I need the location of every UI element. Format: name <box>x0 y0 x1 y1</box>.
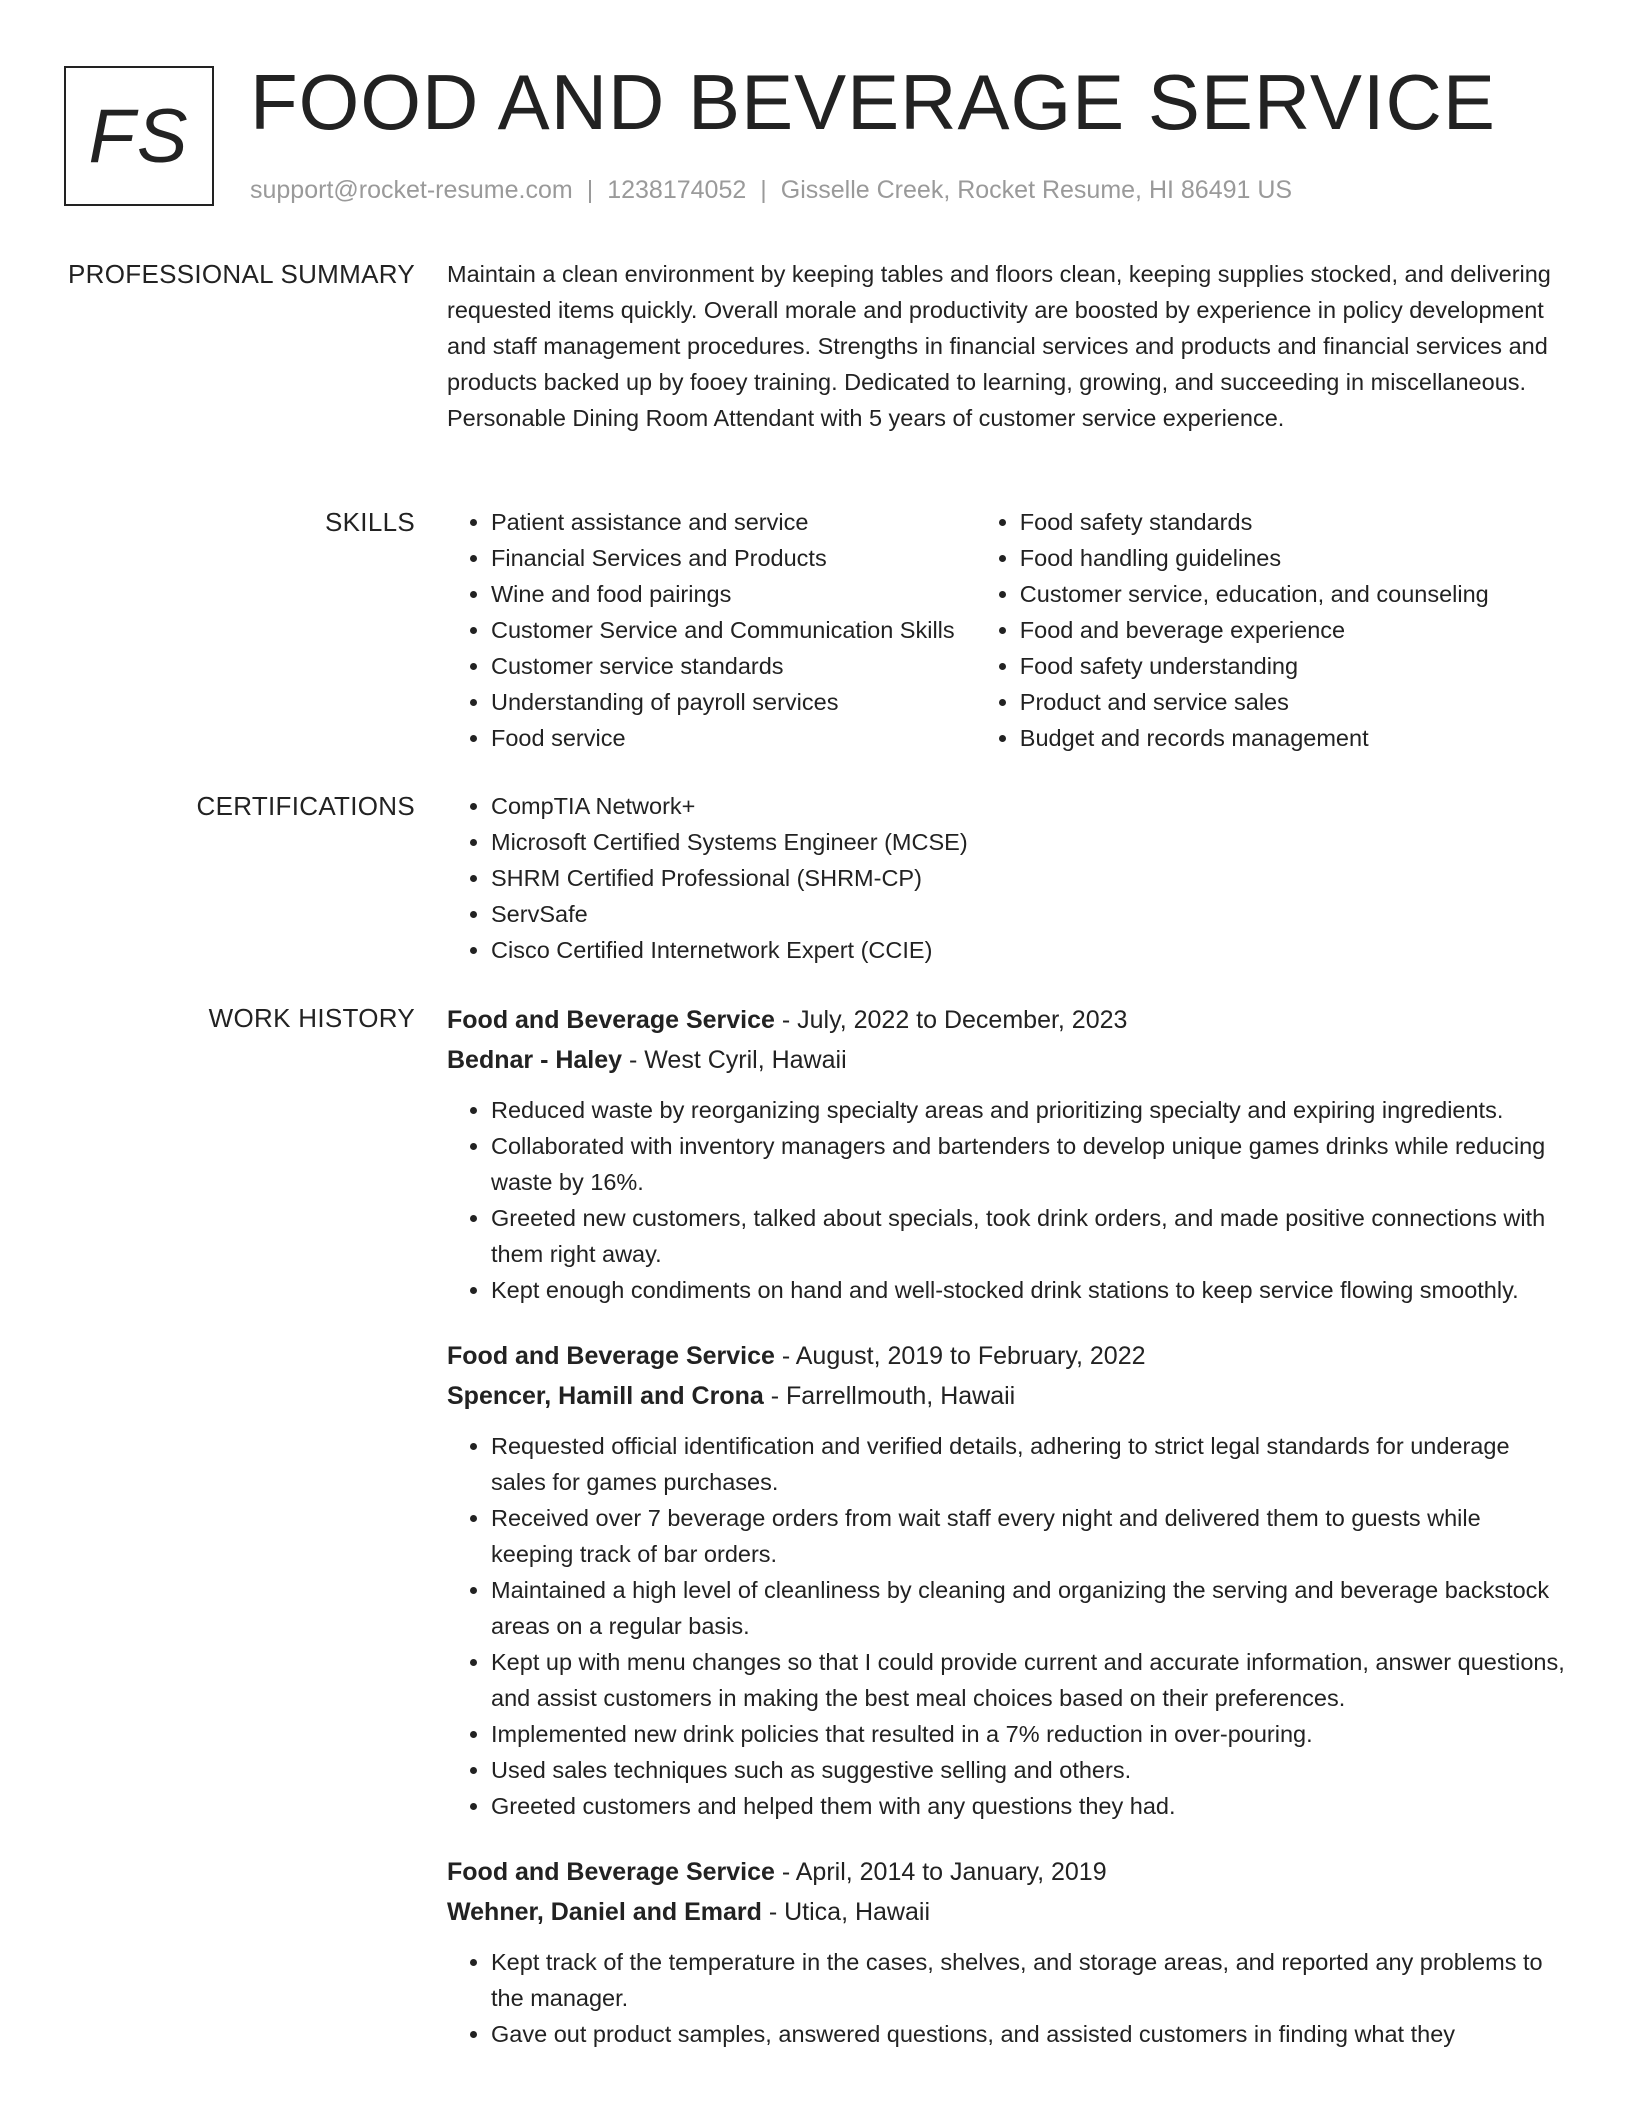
contact-separator: | <box>586 176 594 204</box>
certification-item: • CompTIA Network+ <box>491 788 1567 824</box>
skill-item: • Product and service sales <box>1020 684 1567 720</box>
job-title: Food and Beverage Service <box>447 1342 775 1370</box>
certifications-content <box>447 788 1567 968</box>
job-bullet: • Greeted new customers, talked about specials, took drink orders, and made positive connections with them right away. <box>491 1200 1567 1272</box>
page-title: FOOD AND BEVERAGE SERVICE <box>250 58 1496 146</box>
job-employer-line <box>447 1040 1567 1080</box>
job-entry <box>447 1000 1567 1308</box>
job-bullet: • Reduced waste by reorganizing specialty areas and prioritizing specialty and expiring ingredients. <box>491 1092 1567 1128</box>
job-title: Food and Beverage Service <box>447 1006 775 1034</box>
job-bullets <box>447 1428 1567 1824</box>
job-bullet: • Kept track of the temperature in the cases, shelves, and storage areas, and reported any problems to the manager. <box>491 1944 1567 2016</box>
job-bullet: • Kept enough condiments on hand and well-stocked drink stations to keep service flowing smoothly. <box>491 1272 1567 1308</box>
job-location: - West Cyril, Hawaii <box>622 1046 847 1074</box>
skill-item: • Food safety standards <box>1020 504 1567 540</box>
certification-item: • SHRM Certified Professional (SHRM-CP) <box>491 860 1567 896</box>
job-title-line <box>447 1000 1567 1040</box>
work-content <box>447 1000 1567 2080</box>
skill-item: • Budget and records management <box>1020 720 1567 756</box>
section-label-certifications: CERTIFICATIONS <box>196 791 415 821</box>
skill-item: • Food handling guidelines <box>1020 540 1567 576</box>
skill-item: • Financial Services and Products <box>491 540 976 576</box>
section-label-summary: PROFESSIONAL SUMMARY <box>68 259 415 289</box>
job-bullet: • Maintained a high level of cleanliness by cleaning and organizing the serving and beverage backstock areas on a regular basis. <box>491 1572 1567 1644</box>
skill-item: • Food safety understanding <box>1020 648 1567 684</box>
job-employer: Wehner, Daniel and Emard <box>447 1898 762 1926</box>
summary-content <box>447 256 1567 436</box>
section-label-work: WORK HISTORY <box>208 1003 415 1033</box>
job-employer: Bednar - Haley <box>447 1046 623 1074</box>
skill-item: • Customer service, education, and counseling <box>1020 576 1567 612</box>
skill-item: • Patient assistance and service <box>491 504 976 540</box>
job-title-line <box>447 1852 1567 1892</box>
contact-address: Gisselle Creek, Rocket Resume, HI 86491 US <box>780 176 1293 204</box>
skills-content <box>447 504 1567 756</box>
contact-phone: 1238174052 <box>607 176 747 204</box>
job-bullet: • Requested official identification and verified details, adhering to strict legal standards for underage sales for games purchases. <box>491 1428 1567 1500</box>
job-bullet: • Received over 7 beverage orders from wait staff every night and delivered them to guests while keeping track of bar orders. <box>491 1500 1567 1572</box>
job-employer: Spencer, Hamill and Crona <box>447 1382 764 1410</box>
job-employer-line <box>447 1376 1567 1416</box>
certifications-list <box>447 788 1567 968</box>
job-bullet: • Collaborated with inventory managers and bartenders to develop unique games drinks while reducing waste by 16%. <box>491 1128 1567 1200</box>
skill-item: • Food service <box>491 720 976 756</box>
skills-list-left <box>447 504 976 756</box>
job-bullets <box>447 1092 1567 1308</box>
skill-item: • Food and beverage experience <box>1020 612 1567 648</box>
contact-separator: | <box>760 176 767 204</box>
job-location: - Farrellmouth, Hawaii <box>763 1382 1016 1410</box>
job-title: Food and Beverage Service <box>447 1858 775 1886</box>
job-location: - Utica, Hawaii <box>761 1898 930 1926</box>
contact-line <box>250 174 1292 206</box>
job-dates: - July, 2022 to December, 2023 <box>774 1006 1128 1034</box>
job-bullets <box>447 1944 1567 2052</box>
job-dates: - April, 2014 to January, 2019 <box>774 1858 1107 1886</box>
certification-item: • Cisco Certified Internetwork Expert (CCIE) <box>491 932 1567 968</box>
job-bullet: • Gave out product samples, answered questions, and assisted customers in finding what they <box>491 2016 1567 2052</box>
summary-text: Maintain a clean environment by keeping tables and floors clean, keeping supplies stocked, and delivering requested items quickly. Overall morale and productivity are boosted by experience in policy development and staff management procedures. Strengths in financial services and products and financial services and products backed up by fooey training. Dedicated to learning, growing, and succeeding in miscellaneous. Personable Dining Room Attendant with 5 years of customer service experience. <box>447 261 1551 431</box>
monogram-box <box>64 66 214 206</box>
job-employer-line <box>447 1892 1567 1932</box>
contact-email: support@rocket-resume.com <box>250 176 573 204</box>
skill-item: • Customer Service and Communication Skills <box>491 612 976 648</box>
certification-item: • Microsoft Certified Systems Engineer (MCSE) <box>491 824 1567 860</box>
job-bullet: • Used sales techniques such as suggestive selling and others. <box>491 1752 1567 1788</box>
skill-item: • Customer service standards <box>491 648 976 684</box>
skill-item: • Wine and food pairings <box>491 576 976 612</box>
job-entry <box>447 1852 1567 2052</box>
job-bullet: • Implemented new drink policies that resulted in a 7% reduction in over-pouring. <box>491 1716 1567 1752</box>
section-label-skills: SKILLS <box>325 507 415 537</box>
skills-list-right <box>976 504 1567 756</box>
certification-item: • ServSafe <box>491 896 1567 932</box>
job-bullet: • Kept up with menu changes so that I could provide current and accurate information, answer questions, and assist customers in making the best meal choices based on their preferences. <box>491 1644 1567 1716</box>
monogram-initials: FS <box>88 93 190 179</box>
job-title-line <box>447 1336 1567 1376</box>
job-bullet: • Greeted customers and helped them with any questions they had. <box>491 1788 1567 1824</box>
skill-item: • Understanding of payroll services <box>491 684 976 720</box>
job-entry <box>447 1336 1567 1824</box>
job-dates: - August, 2019 to February, 2022 <box>774 1342 1146 1370</box>
